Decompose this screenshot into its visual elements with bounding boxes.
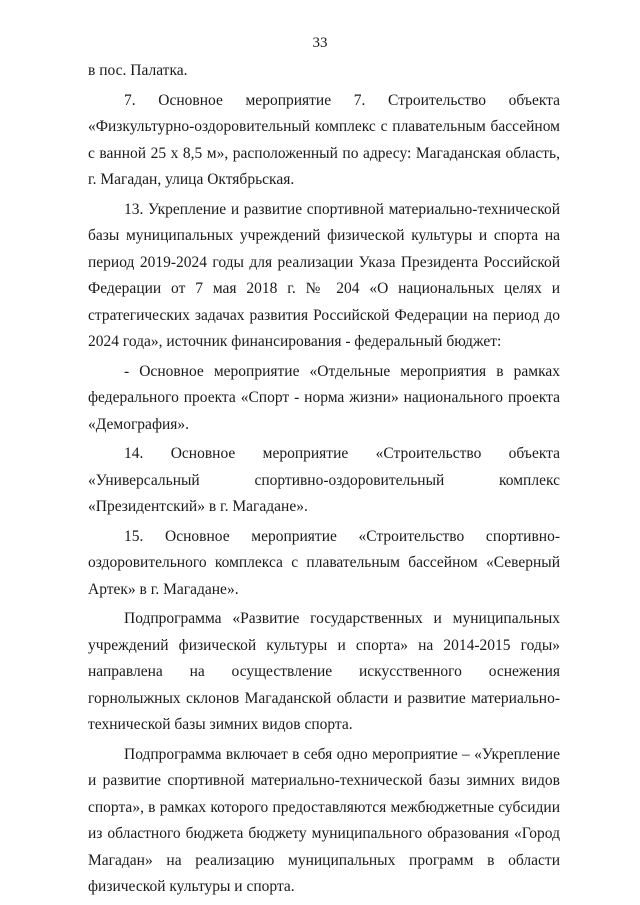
paragraph-subprogram-description: Подпрограмма «Развитие государственных и муниципальных учреждений физической культуры и спорта» на 2014-2015 годы» направлена на осуществление искусственного оснежения горнолыжных склонов Магаданской области и развитие материально-технической базы зимних видов спорта. bbox=[88, 610, 560, 733]
document-body bbox=[88, 58, 560, 904]
paragraph-item-13: 13. Укрепление и развитие спортивной материально-технической базы муниципальных учреждений физической культуры и спорта на период 2019-2024 годы для реализации Указа Президента Российской Федерации от 7 мая 2018 г. № 204 «О национальных целях и стратегических задачах развития Российской Федерации на период до 2024 года», источник финансирования - федеральный бюджет: bbox=[88, 200, 560, 350]
paragraph-item-7: 7. Основное мероприятие 7. Строительство объекта «Физкультурно-оздоровительный комплекс с плавательным бассейном с ванной 25 х 8,5 м», расположенный по адресу: Магаданская область, г. Магадан, улица Октябрьская. bbox=[88, 91, 560, 188]
paragraph-subprogram-activity: Подпрограмма включает в себя одно мероприятие – «Укрепление и развитие спортивной материально-технической базы зимних видов спорта», в рамках которого предоставляются межбюджетные субсидии из областного бюджета бюджету муниципального образования «Город Магадан» на реализацию муниципальных программ в области физической культуры и спорта. bbox=[88, 745, 560, 895]
paragraph-item-14: 14. Основное мероприятие «Строительство объекта «Универсальный спортивно-оздоровительный комплекс «Президентский» в г. Магадане». bbox=[88, 445, 560, 515]
page-number: 33 bbox=[312, 35, 328, 51]
paragraph-item-15: 15. Основное мероприятие «Строительство спортивно-оздоровительного комплекса с плавательным бассейном «Северный Артек» в г. Магадане». bbox=[88, 527, 560, 598]
paragraph-sub-item: - Основное мероприятие «Отдельные мероприятия в рамках федерального проекта «Спорт - норма жизни» национального проекта «Демография». bbox=[88, 362, 560, 433]
paragraph-continuation: в пос. Палатка. bbox=[88, 62, 188, 79]
